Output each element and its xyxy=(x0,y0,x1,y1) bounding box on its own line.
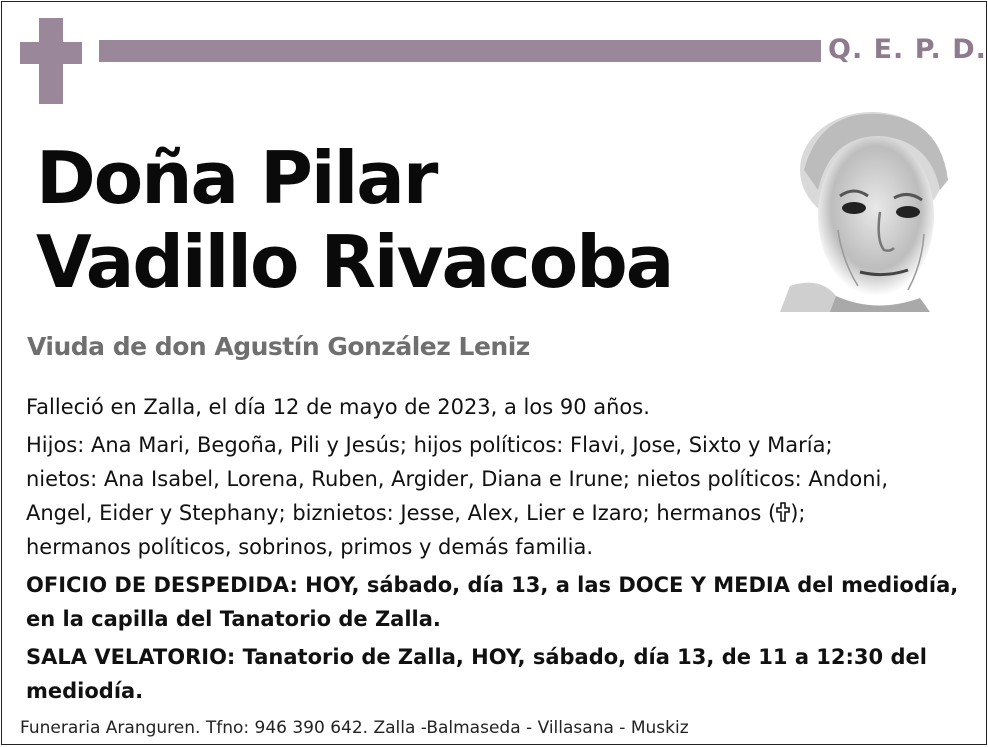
header-bar xyxy=(99,40,821,62)
family-line: nietos: Ana Isabel, Lorena, Ruben, Argider, Diana e Irune; nietos políticos: Andoni, xyxy=(26,467,889,491)
death-line: Falleció en Zalla, el día 12 de mayo de 2023, a los 90 años. xyxy=(26,395,650,419)
portrait-photo xyxy=(780,100,952,312)
service-line: en la capilla del Tanatorio de Zalla. xyxy=(26,607,441,631)
service-line: OFICIO DE DESPEDIDA: HOY, sábado, día 13, a las DOCE Y MEDIA del mediodía, xyxy=(26,573,959,597)
cross-icon xyxy=(20,18,82,104)
notice-body xyxy=(26,390,966,712)
widow-subtitle: Viuda de don Agustín González Leniz xyxy=(27,332,530,361)
service-paragraph xyxy=(26,568,966,636)
name-line-2: Vadillo Rivacoba xyxy=(36,220,673,304)
qepd-label: Q. E. P. D. xyxy=(828,34,987,65)
obituary-notice xyxy=(1,1,987,745)
wake-line: mediodía. xyxy=(26,679,144,703)
small-cross-icon xyxy=(776,498,790,518)
family-line: hermanos políticos, sobrinos, primos y demás familia. xyxy=(26,535,594,559)
family-line: Hijos: Ana Mari, Begoña, Pili y Jesús; hijos políticos: Flavi, Jose, Sixto y María; xyxy=(26,433,833,457)
family-line xyxy=(26,496,966,530)
family-line-part: Angel, Eider y Stephany; biznietos: Jesse, Alex, Lier e Izaro; hermanos ( xyxy=(26,501,777,525)
death-paragraph xyxy=(26,390,966,424)
funeral-home-footer: Funeraria Aranguren. Tfno: 946 390 642. Zalla -Balmaseda - Villasana - Muskiz xyxy=(20,718,689,738)
family-line-part: ); xyxy=(790,501,806,525)
wake-line: SALA VELATORIO: Tanatorio de Zalla, HOY, sábado, día 13, de 11 a 12:30 del xyxy=(26,645,927,669)
name-line-1: Doña Pilar xyxy=(36,136,437,220)
deceased-name xyxy=(36,136,672,304)
wake-paragraph xyxy=(26,640,966,708)
family-paragraph xyxy=(26,428,966,564)
